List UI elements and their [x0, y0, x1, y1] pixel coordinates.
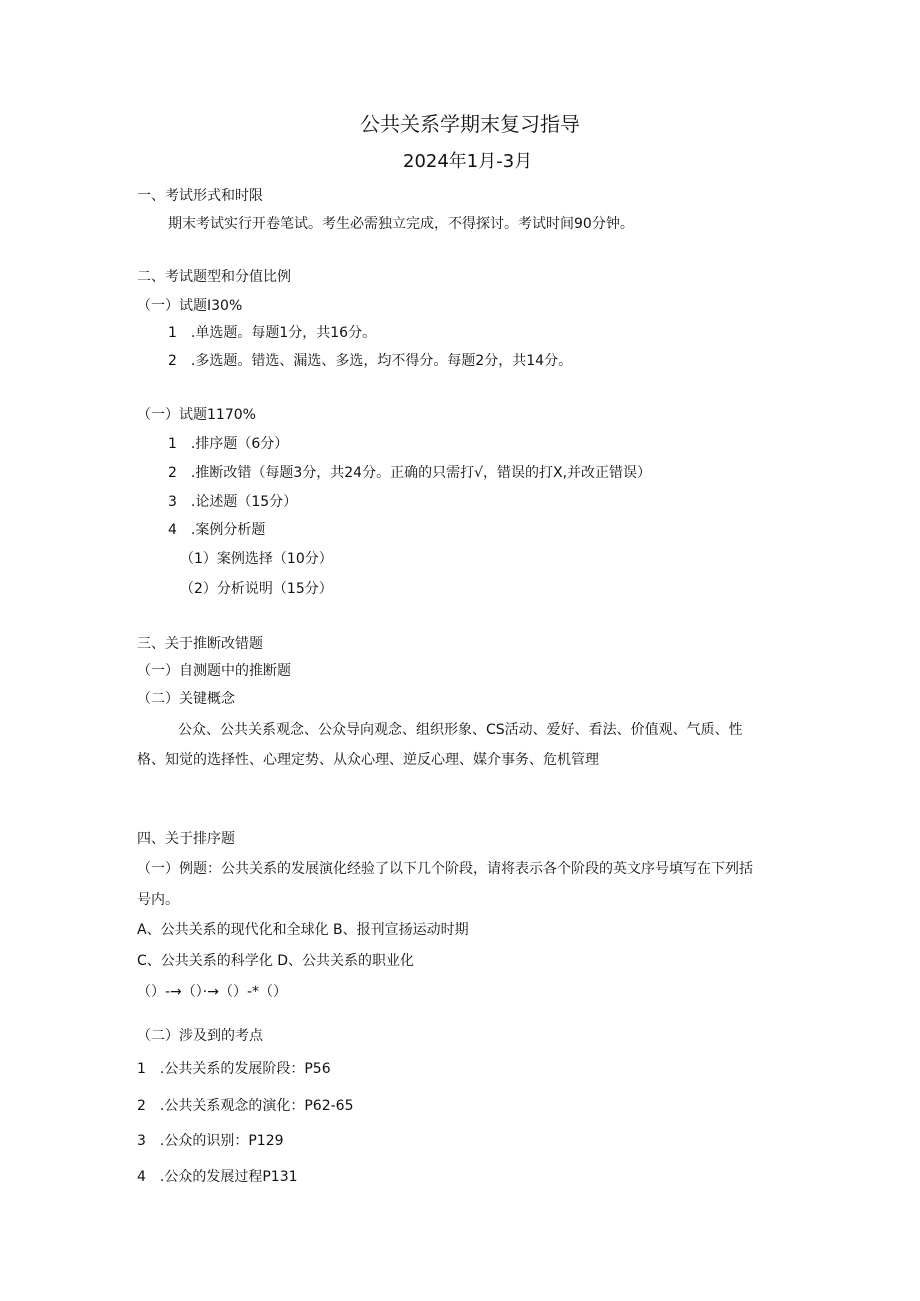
list-item: 2 .推断改错（每题3分，共24分。正确的只需打√，错误的打X,并改正错误）	[168, 465, 652, 481]
list-item: 3 .公众的识别：P129	[137, 1133, 284, 1149]
points-label: （二）涉及到的考点	[137, 1028, 263, 1044]
section-3-part-b: （二）关键概念	[137, 691, 235, 707]
section-3-heading: 三、关于推断改错题	[137, 636, 263, 652]
doc-date: 2024年1月-3月	[403, 151, 533, 172]
option-a-b: A、公共关系的现代化和全球化 B、报刊宣扬运动时期	[137, 922, 469, 938]
option-c-d: C、公共关系的科学化 D、公共关系的职业化	[137, 953, 415, 969]
list-item: 1 .公共关系的发展阶段：P56	[137, 1061, 331, 1077]
concepts-line-1: 公众、公共关系观念、公众导向观念、组织形象、CS活动、爱好、看法、价值观、气质、性	[178, 722, 743, 738]
concepts-line-2: 格、知觉的选择性、心理定势、从众心理、逆反心理、媒介事务、危机管理	[137, 752, 599, 768]
section-2-part-2-label: （一）试题1170%	[137, 407, 256, 423]
example-line-2: 号内。	[137, 892, 179, 908]
section-3-part-a: （一）自测题中的推断题	[137, 663, 291, 679]
list-item: 2 .公共关系观念的演化：P62-65	[137, 1098, 354, 1114]
doc-title: 公共关系学期末复习指导	[360, 112, 580, 136]
example-line-1: （一）例题：公共关系的发展演化经验了以下几个阶段，请将表示各个阶段的英文序号填写在下列括	[137, 861, 753, 877]
list-item: 2 .多选题。错选、漏选、多选，均不得分。每题2分，共14分。	[168, 353, 573, 369]
list-item: 1 .排序题（6分）	[168, 436, 289, 452]
section-2-heading: 二、考试题型和分值比例	[137, 269, 291, 285]
list-item: 3 .论述题（15分）	[168, 494, 298, 510]
sub-list-item: （2）分析说明（15分）	[180, 581, 333, 597]
section-2-part-1-label: （一）试题I30%	[137, 298, 243, 314]
section-1-text: 期末考试实行开卷笔试。考生必需独立完成，不得探讨。考试时间90分钟。	[168, 216, 634, 232]
sequence-blanks: （）-→（）·→（）-*（）	[137, 984, 288, 1000]
list-item: 1 .单选题。每题1分，共16分。	[168, 325, 377, 341]
section-1-heading: 一、考试形式和时限	[137, 188, 263, 204]
list-item: 4 .案例分析题	[168, 522, 266, 538]
list-item: 4 .公众的发展过程P131	[137, 1169, 298, 1185]
section-4-heading: 四、关于排序题	[137, 831, 235, 847]
sub-list-item: （1）案例选择（10分）	[180, 551, 333, 567]
